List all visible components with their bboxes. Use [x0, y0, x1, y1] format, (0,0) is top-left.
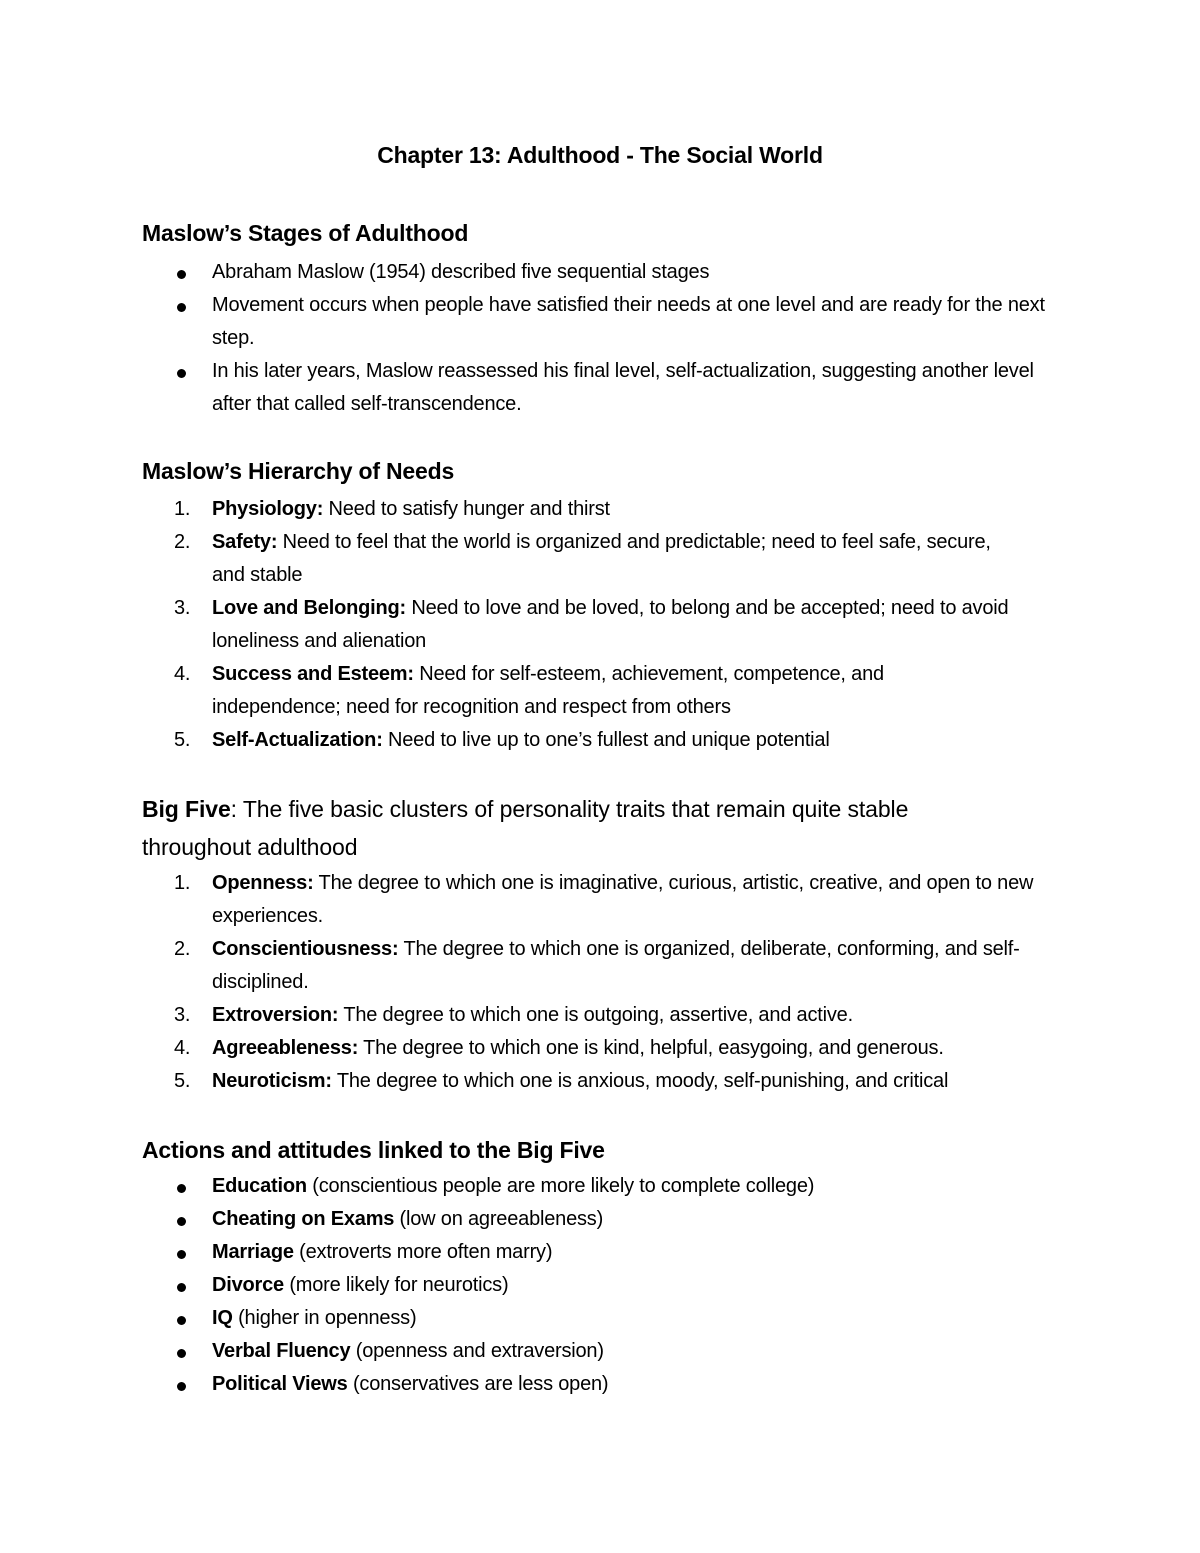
section-heading-actions: Actions and attitudes linked to the Big Five [142, 1137, 605, 1163]
big-five-list [0, 867, 1060, 1098]
maslow-stages-list [0, 256, 1075, 421]
list-item: Verbal Fluency (openness and extraversion) [0, 1335, 1060, 1368]
list-item: Divorce (more likely for neurotics) [0, 1269, 1060, 1302]
hierarchy-list [0, 493, 1060, 757]
section-heading-maslow-stages: Maslow’s Stages of Adulthood [142, 220, 469, 246]
list-item: 2. Conscientiousness: The degree to which one is organized, deliberate, conforming, and self-disciplined. [174, 938, 1020, 993]
list-item: 5. Self-Actualization: Need to live up to one’s fullest and unique potential [174, 729, 830, 751]
bullet-icon [177, 1184, 186, 1193]
bullet-icon [177, 1316, 186, 1325]
list-item: 3. Extroversion: The degree to which one is outgoing, assertive, and active. [174, 1004, 853, 1026]
list-item: Abraham Maslow (1954) described five sequential stages [0, 256, 1075, 289]
list-item: Marriage (extroverts more often marry) [0, 1236, 1060, 1269]
list-item: 1. Openness: The degree to which one is imaginative, curious, artistic, creative, and open to new experiences. [174, 872, 1034, 927]
list-item: 5. Neuroticism: The degree to which one is anxious, moody, self-punishing, and critical [174, 1070, 949, 1092]
list-item: Cheating on Exams (low on agreeableness) [0, 1203, 1060, 1236]
list-item: 4. Agreeableness: The degree to which one is kind, helpful, easygoing, and generous. [174, 1037, 944, 1059]
list-item: 4. Success and Esteem: Need for self-esteem, achievement, competence, and independence; need for recognition and respect from others [174, 663, 884, 718]
bullet-icon [177, 1217, 186, 1226]
list-item: In his later years, Maslow reassessed his final level, self-actualization, suggesting another level after that called self-transcendence. [0, 355, 1062, 421]
bullet-icon [177, 303, 186, 312]
list-item: 3. Love and Belonging: Need to love and be loved, to belong and be accepted; need to avoid loneliness and alienation [174, 597, 1009, 652]
bullet-icon [177, 369, 186, 378]
list-item: IQ (higher in openness) [0, 1302, 1060, 1335]
section-heading-hierarchy: Maslow’s Hierarchy of Needs [142, 458, 455, 484]
big-five-intro: Big Five: The five basic clusters of personality traits that remain quite stable throughout adulthood [142, 796, 909, 860]
list-item: 1. Physiology: Need to satisfy hunger and thirst [174, 498, 610, 520]
bullet-icon [177, 1250, 186, 1259]
actions-list [0, 1170, 1060, 1401]
list-item: 2. Safety: Need to feel that the world is organized and predictable; need to feel safe, secure, and stable [174, 531, 991, 586]
bullet-icon [177, 1349, 186, 1358]
bullet-icon [177, 1283, 186, 1292]
list-item: Movement occurs when people have satisfied their needs at one level and are ready for the next step. [0, 289, 1062, 355]
bullet-icon [177, 1382, 186, 1391]
bullet-icon [177, 270, 186, 279]
page-title: Chapter 13: Adulthood - The Social World [377, 142, 823, 168]
list-item: Political Views (conservatives are less open) [0, 1368, 1060, 1401]
list-item: Education (conscientious people are more likely to complete college) [0, 1170, 1060, 1203]
